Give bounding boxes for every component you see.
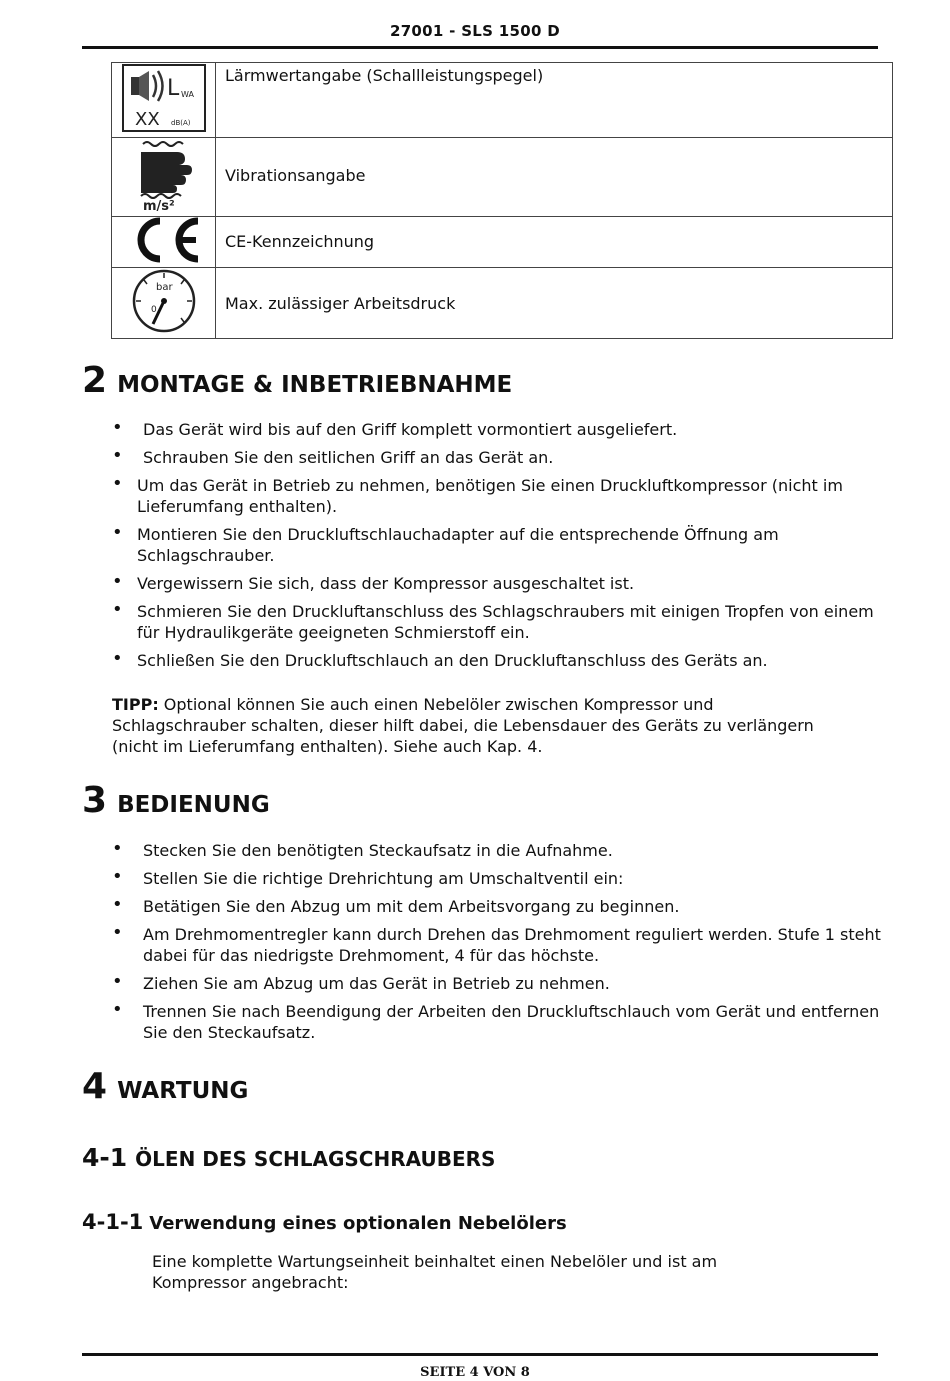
footer-rule [82,1353,878,1356]
symbol-label: Max. zulässiger Arbeitsdruck [225,294,456,313]
tip-label: TIPP: [112,695,159,714]
list-item: • Trennen Sie nach Beendigung der Arbeiten den Druckluftschlauch vom Gerät und entfernen Sie den Steckaufsatz. [112,999,880,1042]
section-heading-bedienung: 3 BEDIENUNG [82,780,270,821]
sound-power-level-icon [112,63,216,138]
svg-text:XX: XX [134,109,160,130]
tip-paragraph [112,694,832,757]
section-heading-montage: 2 MONTAGE & INBETRIEBNAHME [82,360,513,401]
section2-list [112,419,882,678]
svg-text:WA: WA [180,90,194,99]
list-item: • Schmieren Sie den Druckluftanschluss des Schlagschraubers mit einigen Tropfen von einem für Hydraulikgeräte geeigneten Schmierstoff ein. [112,599,874,642]
ce-mark-icon [112,217,216,268]
list-item: • Stecken Sie den benötigten Steckaufsatz in die Aufnahme. [112,838,613,860]
symbol-row [112,63,893,138]
vibration-hand-icon [112,138,216,217]
list-item: • Betätigen Sie den Abzug um mit dem Arbeitsvorgang zu beginnen. [112,894,680,916]
list-item: • Schrauben Sie den seitlichen Griff an das Gerät an. [112,445,554,467]
list-item: • Das Gerät wird bis auf den Griff komplett vormontiert ausgeliefert. [112,417,678,439]
list-item: • Um das Gerät in Betrieb zu nehmen, benötigen Sie einen Druckluftkompressor (nicht im Lieferumfang enthalten). [112,473,843,516]
page-number: SEITE 4 VON 8 [420,1365,530,1380]
symbol-row [112,217,893,268]
svg-text:0: 0 [150,305,157,315]
list-item: • Ziehen Sie am Abzug um das Gerät in Betrieb zu nehmen. [112,971,610,993]
symbol-label: Vibrationsangabe [225,166,366,185]
document-header: 27001 - SLS 1500 D [389,22,561,40]
list-item: • Vergewissern Sie sich, dass der Kompressor ausgeschaltet ist. [112,571,635,593]
nebeloeler-paragraph: Eine komplette Wartungseinheit beinhaltet einen Nebelöler und ist am Kompressor angebracht: [152,1252,718,1292]
symbol-label: Lärmwertangabe (Schallleistungspegel) [225,66,544,85]
symbol-label: CE-Kennzeichnung [225,232,375,251]
list-item: • Schließen Sie den Druckluftschlauch an den Druckluftanschluss des Geräts an. [112,648,768,670]
header-rule [82,46,878,49]
section3-list [112,840,882,1050]
svg-text:m/s²: m/s² [142,199,175,212]
symbol-row [112,268,893,339]
symbol-row [112,138,893,217]
list-item: • Montieren Sie den Druckluftschlauchadapter auf die entsprechende Öffnung am Schlagschrauber. [112,522,779,565]
svg-text:bar: bar [155,282,173,293]
tip-text: Optional können Sie auch einen Nebelöler zwischen Kompressor und Schlagschrauber schalten, dieser hilft dabei, die Lebensdauer des Geräts zu verlängern (nicht im Lieferumfang enthalten). Siehe auch Kap. 4. [112,695,814,756]
list-item: • Stellen Sie die richtige Drehrichtung am Umschaltventil ein: [112,866,624,888]
svg-text:L: L [166,76,179,101]
section-heading-wartung: 4 WARTUNG [82,1066,249,1107]
list-item: • Am Drehmomentregler kann durch Drehen das Drehmoment reguliert werden. Stufe 1 steht dabei für das niedrigste Drehmoment, 4 für das höchste. [112,922,881,965]
pressure-gauge-icon [112,268,216,339]
subsection-heading-oelen: 4-1 ÖLEN DES SCHLAGSCHRAUBERS [82,1143,496,1172]
svg-text:dB(A): dB(A) [170,119,190,127]
symbols-table [111,62,893,339]
subsubsection-heading-nebeloeler: 4-1-1 Verwendung eines optionalen Nebelölers [82,1210,567,1234]
